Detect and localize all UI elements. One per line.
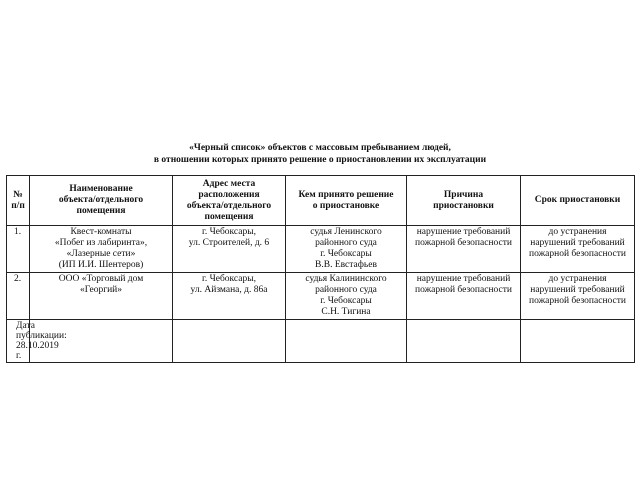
table-row [7, 226, 635, 273]
header-authority [286, 176, 407, 226]
header-address [173, 176, 286, 226]
address-cell [173, 226, 286, 273]
header-text-line: Наименование [69, 184, 133, 194]
header-text-line: Кем принято решение [298, 189, 394, 200]
row-number: 2. [7, 273, 30, 320]
header-text-line: объекта/отдельного [58, 195, 144, 205]
cell-text-line: ООО «Торговый дом [58, 274, 144, 284]
authority-cell [286, 226, 407, 273]
cell-text-line: нарушений требований [530, 285, 625, 295]
authority-cell [286, 273, 407, 320]
object-name-cell [30, 226, 173, 273]
document-title-line-1: «Черный список» объектов с массовым пребыванием людей, [189, 143, 451, 153]
table-body [7, 226, 635, 320]
header-text-line: помещения [76, 206, 126, 216]
cell-text-line: районного суда [315, 285, 377, 295]
header-text-line: № [13, 189, 23, 200]
blacklist-table [6, 175, 635, 363]
address-cell [173, 273, 286, 320]
object-name-cell [30, 273, 173, 320]
header-text-line: Адрес места [202, 178, 256, 189]
cell-text-line: пожарной безопасности [529, 249, 626, 259]
cell-text-line: ул. Айзмана, д. 86а [190, 285, 268, 295]
cell-text-line: нарушений требований [530, 238, 625, 248]
header-text-line: п/п [11, 200, 25, 211]
term-cell [521, 273, 635, 320]
cell-text-line: нарушение требований [416, 227, 511, 237]
table-row [7, 273, 635, 320]
header-text-line: приостановки [433, 200, 494, 211]
table-header-row [7, 176, 635, 226]
cell-text-line: судья Калининского [305, 274, 387, 284]
empty-cell [521, 320, 635, 363]
empty-cell [286, 320, 407, 363]
cell-text-line: С.Н. Тигина [321, 307, 371, 317]
empty-cell [173, 320, 286, 363]
cell-text-line: г. Чебоксары [320, 296, 372, 306]
table-header [7, 176, 635, 226]
header-text-line: расположения [198, 189, 260, 200]
cell-text-line: г. Чебоксары [320, 249, 372, 259]
cell-text-line: районного суда [315, 238, 377, 248]
header-object-name [30, 176, 173, 226]
header-reason [407, 176, 521, 226]
cell-text-line: пожарной безопасности [529, 296, 626, 306]
document-title-line-2: в отношении которых принято решение о приостановлении их эксплуатации [153, 155, 487, 165]
cell-text-line: г. Чебоксары, [202, 274, 256, 284]
term-cell [521, 226, 635, 273]
cell-text-line: (ИП И.И. Шентеров) [58, 260, 144, 270]
reason-cell [407, 226, 521, 273]
header-number [7, 176, 30, 226]
cell-text-line: ул. Строителей, д. 6 [188, 238, 270, 248]
cell-text-line: «Лазерные сети» [66, 249, 136, 259]
cell-text-line: до устранения [548, 227, 607, 237]
cell-text-line: В.В. Евстафьев [315, 260, 377, 270]
cell-text-line: до устранения [548, 274, 607, 284]
cell-text-line: «Побег из лабиринта», [54, 238, 148, 248]
header-text-line: помещения [204, 211, 254, 222]
cell-text-line: судья Ленинского [310, 227, 382, 237]
header-term [521, 176, 635, 226]
cell-text-line: пожарной безопасности [415, 238, 512, 248]
cell-text-line: г. Чебоксары, [202, 227, 256, 237]
cell-text-line: Квест-комнаты [70, 227, 132, 237]
header-text-line: объекта/отдельного [186, 200, 272, 211]
cell-text-line: «Георгий» [79, 285, 123, 295]
cell-text-line: пожарной безопасности [415, 285, 512, 295]
publication-row [7, 320, 635, 363]
row-number: 1. [7, 226, 30, 273]
cell-text-line: нарушение требований [416, 274, 511, 284]
empty-cell [407, 320, 521, 363]
header-text-line: Срок приостановки [534, 195, 621, 205]
header-text-line: Причина [443, 189, 484, 200]
publication-date: Дата публикации: 28.10.2019 г. [7, 320, 30, 363]
header-text-line: о приостановке [312, 200, 380, 211]
reason-cell [407, 273, 521, 320]
